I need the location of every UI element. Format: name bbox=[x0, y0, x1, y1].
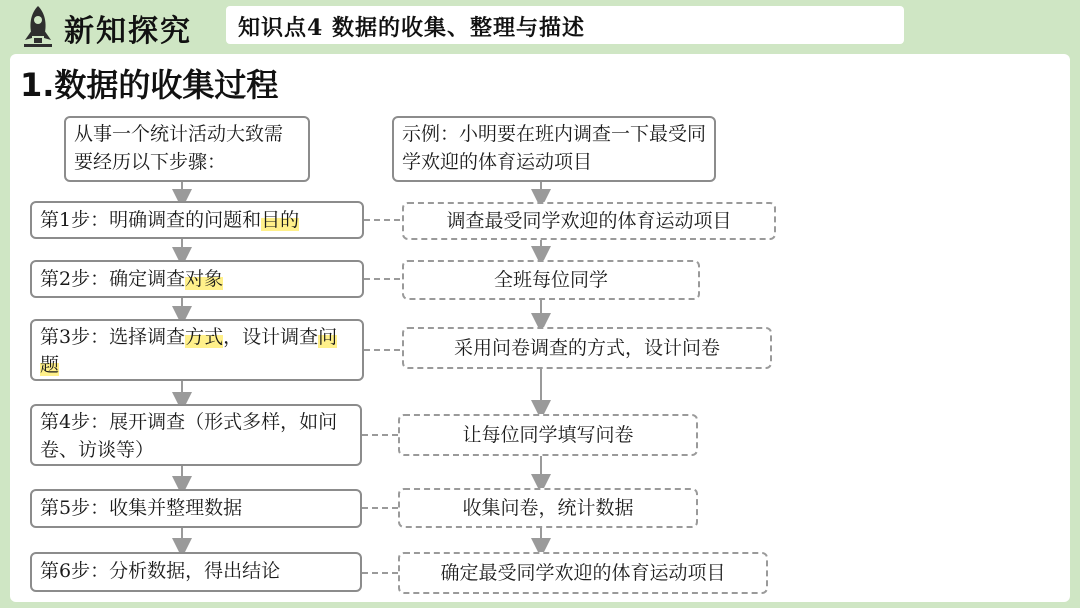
step-4-text: 第4步：展开调查（形式多样，如问卷、访谈等） bbox=[40, 411, 338, 461]
example-6-box bbox=[398, 552, 768, 594]
example-2-box bbox=[402, 260, 700, 300]
example-1-box bbox=[402, 202, 776, 240]
example-3-text: 采用问卷调查的方式，设计问卷 bbox=[453, 337, 720, 359]
step-6-text: 第6步：分析数据，得出结论 bbox=[40, 560, 281, 582]
left-intro-box bbox=[64, 116, 310, 182]
example-6-text: 确定最受同学欢迎的体育运动项目 bbox=[440, 562, 726, 584]
right-intro-text: 示例：小明要在班内调查一下最受同学欢迎的体育运动项目 bbox=[402, 123, 707, 173]
example-3-box bbox=[402, 327, 772, 369]
step-3-keyword-2: 问题 bbox=[40, 326, 338, 376]
left-intro-text: 从事一个统计活动大致需要经历以下步骤： bbox=[74, 123, 284, 173]
step-6-box bbox=[30, 552, 362, 592]
step-3-text-mid: ，设计调查 bbox=[223, 326, 319, 348]
step-4-box bbox=[30, 404, 362, 466]
step-1-text: 第1步：明确调查的问题和 bbox=[40, 209, 262, 231]
step-3-text: 第3步：选择调查 bbox=[40, 326, 186, 348]
example-1-text: 调查最受同学欢迎的体育运动项目 bbox=[446, 210, 732, 232]
section-title: 新知探究 bbox=[64, 14, 192, 49]
step-2-text: 第2步：确定调查 bbox=[40, 268, 186, 290]
step-3-box bbox=[30, 319, 364, 381]
example-4-text: 让每位同学填写问卷 bbox=[462, 424, 634, 446]
step-2-box bbox=[30, 260, 364, 298]
right-intro-box bbox=[392, 116, 716, 182]
step-1-keyword: 目的 bbox=[261, 209, 300, 231]
example-2-text: 全班每位同学 bbox=[493, 269, 608, 291]
example-4-box bbox=[398, 414, 698, 456]
example-5-text: 收集问卷，统计数据 bbox=[462, 497, 634, 519]
topic-text: 知识点4 数据的收集、整理与描述 bbox=[238, 15, 585, 41]
step-2-keyword: 对象 bbox=[185, 268, 224, 290]
example-5-box bbox=[398, 488, 698, 528]
step-5-text: 第5步：收集并整理数据 bbox=[40, 497, 243, 519]
page-title: 1.数据的收集过程 bbox=[20, 66, 279, 104]
step-3-keyword: 方式 bbox=[185, 326, 224, 348]
step-5-box bbox=[30, 489, 362, 528]
step-1-box bbox=[30, 201, 364, 239]
